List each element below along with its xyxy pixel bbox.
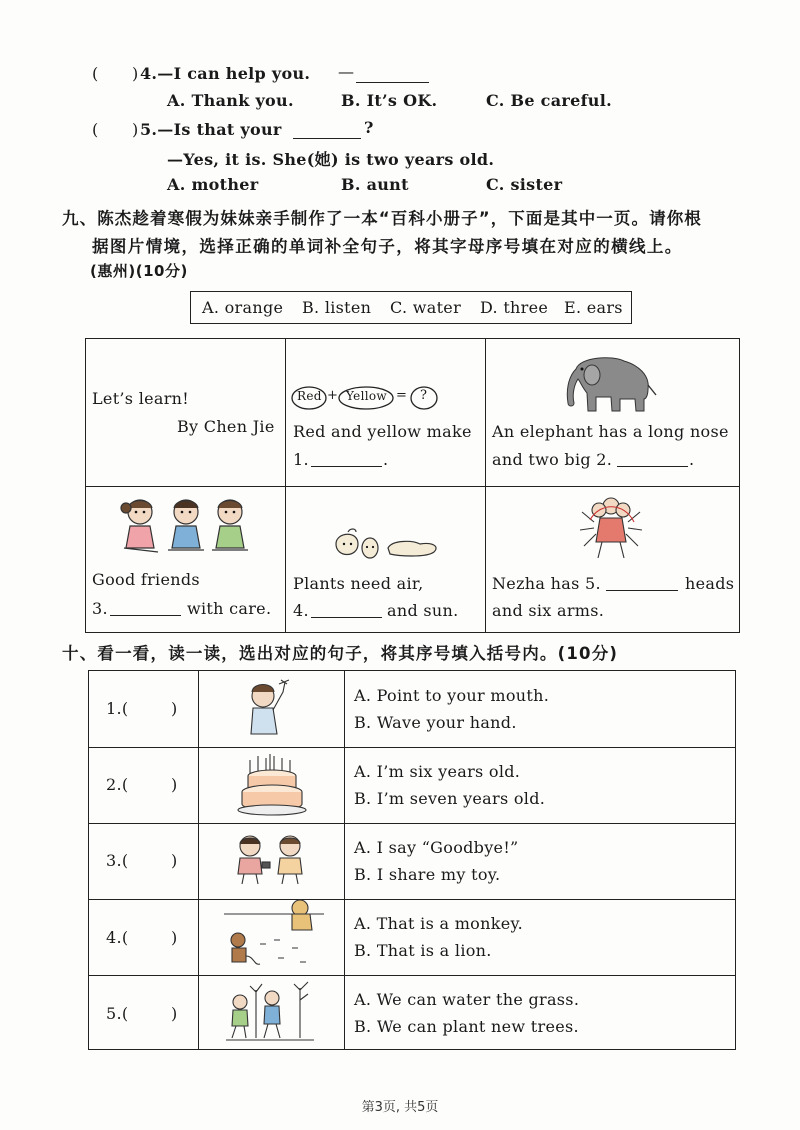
row2-option-a: A. I’m six years old. bbox=[354, 762, 521, 781]
word-option-a: A. orange bbox=[202, 298, 284, 317]
row3-number: 3.( bbox=[106, 851, 129, 870]
cell1-title: Let’s learn! bbox=[92, 389, 190, 408]
cell4-number: 3. bbox=[92, 599, 108, 618]
page-footer: 第3页, 共5页 bbox=[361, 1100, 439, 1115]
word-option-d: D. three bbox=[480, 298, 549, 317]
bubble-equals: = bbox=[396, 388, 408, 403]
table-divider bbox=[89, 899, 735, 900]
row3-option-b: B. I share my toy. bbox=[354, 865, 501, 884]
cell2-period: . bbox=[383, 450, 389, 469]
seeds-icon bbox=[330, 528, 442, 562]
row5-paren-close[interactable]: ) bbox=[171, 1004, 178, 1023]
friends-sitting-icon bbox=[118, 494, 258, 560]
q5-qmark: ? bbox=[364, 118, 374, 137]
row4-paren-close[interactable]: ) bbox=[171, 928, 178, 947]
grid-divider bbox=[86, 486, 739, 487]
q5-reply: —Yes, it is. She(她) is two years old. bbox=[167, 150, 495, 169]
row1-number: 1.( bbox=[106, 699, 129, 718]
row3-option-a: A. I say “Goodbye!” bbox=[354, 838, 519, 857]
row2-number: 2.( bbox=[106, 775, 129, 794]
word-option-e: E. ears bbox=[564, 298, 623, 317]
q5-answer-paren-close: ) bbox=[132, 120, 139, 139]
section9-heading-line1: 九、陈杰趁着寒假为妹妹亲手制作了一本“百科小册子”，下面是其中一页。请你根 bbox=[62, 209, 702, 228]
q5-answer-blank[interactable] bbox=[293, 137, 361, 139]
q4-question: 4.—I can help you. bbox=[140, 64, 311, 83]
cell5-number: 4. bbox=[293, 601, 309, 620]
word-bank bbox=[190, 291, 632, 324]
word-option-b: B. listen bbox=[302, 298, 372, 317]
bubble-yellow-label: Yellow bbox=[346, 389, 387, 403]
cell4-end: with care. bbox=[187, 599, 272, 618]
row1-paren-close[interactable]: ) bbox=[171, 699, 178, 718]
row5-option-a: A. We can water the grass. bbox=[354, 990, 580, 1009]
blank-2[interactable] bbox=[617, 465, 688, 467]
blank-5[interactable] bbox=[606, 589, 678, 591]
bubble-red-label: Red bbox=[297, 389, 322, 403]
row5-number: 5.( bbox=[106, 1004, 129, 1023]
table-divider bbox=[89, 823, 735, 824]
row2-option-b: B. I’m seven years old. bbox=[354, 789, 546, 808]
row1-option-b: B. Wave your hand. bbox=[354, 713, 517, 732]
table-divider bbox=[89, 975, 735, 976]
word-option-c: C. water bbox=[390, 298, 462, 317]
cell1-author: By Chen Jie bbox=[177, 417, 275, 436]
blank-4[interactable] bbox=[311, 616, 382, 618]
table-divider bbox=[198, 671, 199, 1049]
cell6-line2: and six arms. bbox=[492, 601, 605, 620]
q4-answer-blank[interactable] bbox=[356, 81, 429, 83]
cell2-number: 1. bbox=[293, 450, 309, 469]
monkey-lion-icon bbox=[224, 900, 324, 970]
bubble-question: ? bbox=[420, 388, 428, 403]
cell6-line1: Nezha has 5. bbox=[492, 574, 601, 593]
q5-option-c: C. sister bbox=[486, 175, 563, 194]
cell4-line1: Good friends bbox=[92, 570, 200, 589]
section9-heading-line2: 据图片情境，选择正确的单词补全句子，将其字母序号填在对应的横线上。 bbox=[92, 237, 683, 256]
row4-option-a: A. That is a monkey. bbox=[354, 914, 524, 933]
elephant-icon bbox=[562, 355, 658, 415]
row4-number: 4.( bbox=[106, 928, 129, 947]
row3-paren-close[interactable]: ) bbox=[171, 851, 178, 870]
q4-option-a: A. Thank you. bbox=[167, 91, 294, 110]
cell2-line1: Red and yellow make bbox=[293, 422, 472, 441]
children-planting-trees-icon bbox=[224, 980, 316, 1044]
row2-paren-close[interactable]: ) bbox=[171, 775, 178, 794]
cell3-period: . bbox=[689, 450, 695, 469]
q5-answer-paren-open: ( bbox=[92, 120, 99, 139]
q5-question: 5.—Is that your bbox=[140, 120, 282, 139]
q4-answer-paren-open: ( bbox=[92, 64, 99, 83]
girl-waving-icon bbox=[245, 676, 291, 740]
bubble-plus: + bbox=[327, 388, 339, 403]
cell6-heads: heads bbox=[685, 574, 735, 593]
row4-option-b: B. That is a lion. bbox=[354, 941, 492, 960]
cell3-line2: and two big 2. bbox=[492, 450, 613, 469]
q4-option-c: C. Be careful. bbox=[486, 91, 612, 110]
cell5-line1: Plants need air, bbox=[293, 574, 424, 593]
cell3-line1: An elephant has a long nose bbox=[492, 422, 729, 441]
table-divider bbox=[89, 747, 735, 748]
q5-option-b: B. aunt bbox=[341, 175, 409, 194]
q4-option-b: B. It’s OK. bbox=[341, 91, 438, 110]
row1-option-a: A. Point to your mouth. bbox=[354, 686, 550, 705]
table-divider bbox=[344, 671, 345, 1049]
blank-3[interactable] bbox=[110, 614, 181, 616]
birthday-cake-icon bbox=[236, 750, 308, 816]
section9-heading-line3: (惠州)(10分) bbox=[90, 262, 188, 280]
q5-option-a: A. mother bbox=[167, 175, 259, 194]
children-sharing-toy-icon bbox=[234, 834, 306, 886]
blank-1[interactable] bbox=[311, 465, 382, 467]
q4-dash: — bbox=[338, 62, 355, 81]
section10-heading: 十、看一看，读一读，选出对应的句子，将其序号填入括号内。(10分) bbox=[62, 644, 619, 663]
nezha-icon bbox=[580, 492, 642, 562]
row5-option-b: B. We can plant new trees. bbox=[354, 1017, 579, 1036]
q4-answer-paren-close: ) bbox=[132, 64, 139, 83]
cell5-end: and sun. bbox=[387, 601, 459, 620]
